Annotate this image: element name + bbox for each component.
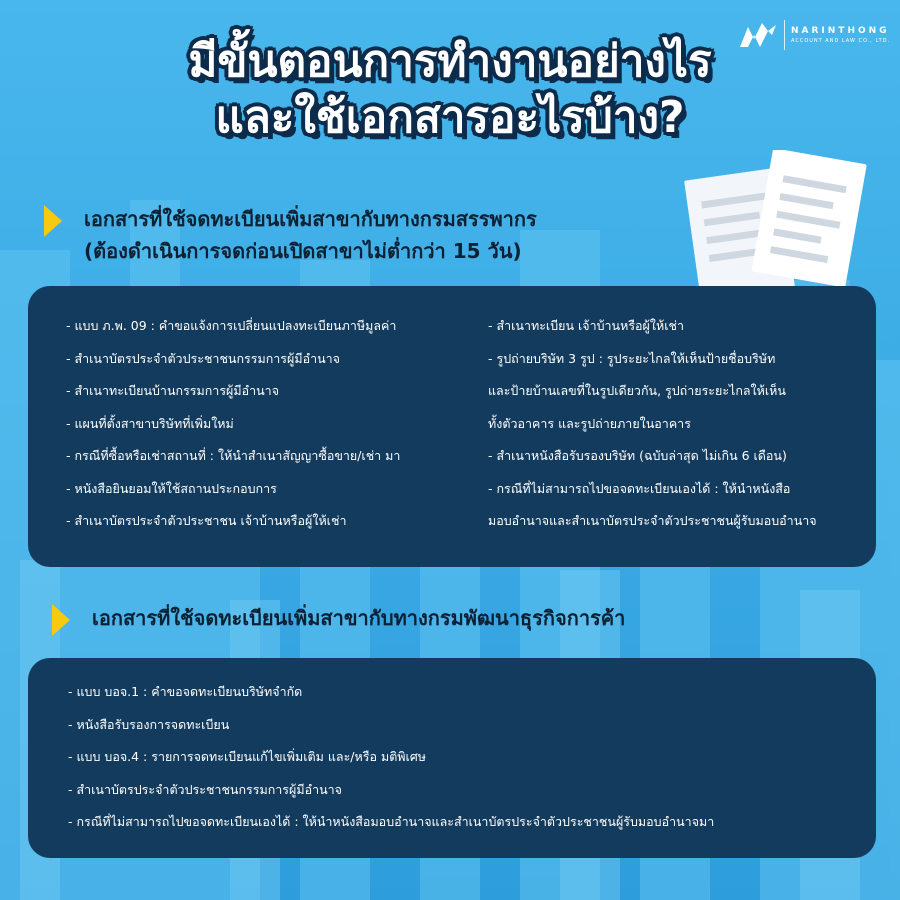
documents-icon [668, 150, 868, 300]
list-item: และป้ายบ้านเลขที่ในรูปเดียวกัน, รูปถ่ายระยะไกลให้เห็น [488, 383, 786, 398]
list-item: - รูปถ่ายบริษัท 3 รูป : รูประยะไกลให้เห็นป้ายชื่อบริษัท [488, 350, 776, 366]
section-2-panel [28, 658, 876, 858]
section-1-header [44, 203, 537, 267]
list-item: - กรณีที่ไม่สามารถไปขอจดทะเบียนเองได้ : ให้นำหนังสือ [488, 480, 791, 496]
section-2-header [52, 602, 625, 636]
section-1-title: เอกสารที่ใช้จดทะเบียนเพิ่มสาขากับทางกรมสรรพากร [84, 207, 537, 231]
section-1-panel [28, 286, 876, 567]
list-item: - สำเนาทะเบียน เจ้าบ้านหรือผู้ให้เช่า [488, 318, 684, 333]
list-item: - สำเนาทะเบียนบ้านกรรมการผู้มีอำนาจ [66, 383, 280, 398]
list-item: - สำเนาบัตรประจำตัวประชาชน เจ้าบ้านหรือผู้ให้เช่า [66, 513, 347, 528]
list-item: - สำเนาบัตรประจำตัวประชาชนกรรมการผู้มีอำนาจ [66, 350, 340, 366]
brand-subtitle: ACCOUNT AND LAW CO., LTD. [791, 38, 891, 44]
list-item: ทั้งตัวอาคาร และรูปถ่ายภายในอาคาร [488, 415, 691, 431]
play-arrow-icon [52, 604, 70, 636]
section-2-list [68, 676, 714, 839]
list-item: - กรณีที่ซื้อหรือเช่าสถานที่ : ให้นำสำเนาสัญญาซื้อขาย/เช่า มา [66, 448, 401, 463]
headline-line-2: และใช้เอกสารอะไรบ้าง? [215, 92, 685, 143]
list-item: - แบบ ภ.พ. 09 : คำขอแจ้งการเปลี่ยนแปลงทะเบียนภาษีมูลค่า [66, 318, 397, 333]
headline-line-1: มีขั้นตอนการทำงานอย่างไร [188, 36, 712, 87]
list-item: - หนังสือยินยอมให้ใช้สถานประกอบการ [66, 480, 277, 496]
play-arrow-icon [44, 205, 62, 237]
list-item: - แผนที่ตั้งสาขาบริษัทที่เพิ่มใหม่ [66, 415, 234, 431]
list-item: - สำเนาหนังสือรับรองบริษัท (ฉบับล่าสุด ไม่เกิน 6 เดือน) [488, 448, 787, 463]
list-item: มอบอำนาจและสำเนาบัตรประจำตัวประชาชนผู้รับมอบอำนาจ [488, 513, 817, 528]
section-1-subtitle: (ต้องดำเนินการจดก่อนเปิดสาขาไม่ต่ำกว่า 15 วัน) [84, 239, 522, 263]
list-item: - กรณีที่ไม่สามารถไปขอจดทะเบียนเองได้ : ให้นำหนังสือมอบอำนาจและสำเนาบัตรประจำตัวประชาชนผู้รับมอบอำนาจมา [68, 814, 715, 829]
section-1-left-list [66, 310, 400, 538]
list-item: - สำเนาบัตรประจำตัวประชาชนกรรมการผู้มีอำนาจ [68, 781, 342, 797]
brand-name: NARINTHONG [791, 26, 890, 36]
list-item: - แบบ บอจ.4 : รายการจดทะเบียนแก้ไขเพิ่มเติม และ/หรือ มติพิเศษ [68, 749, 426, 764]
list-item: - แบบ บอจ.1 : คำขอจดทะเบียนบริษัทจำกัด [68, 684, 303, 699]
headline [0, 34, 900, 146]
section-1-right-list [488, 310, 817, 538]
section-2-title: เอกสารที่ใช้จดทะเบียนเพิ่มสาขากับทางกรมพัฒนาธุรกิจการค้า [92, 606, 626, 630]
list-item: - หนังสือรับรองการจดทะเบียน [68, 716, 230, 732]
